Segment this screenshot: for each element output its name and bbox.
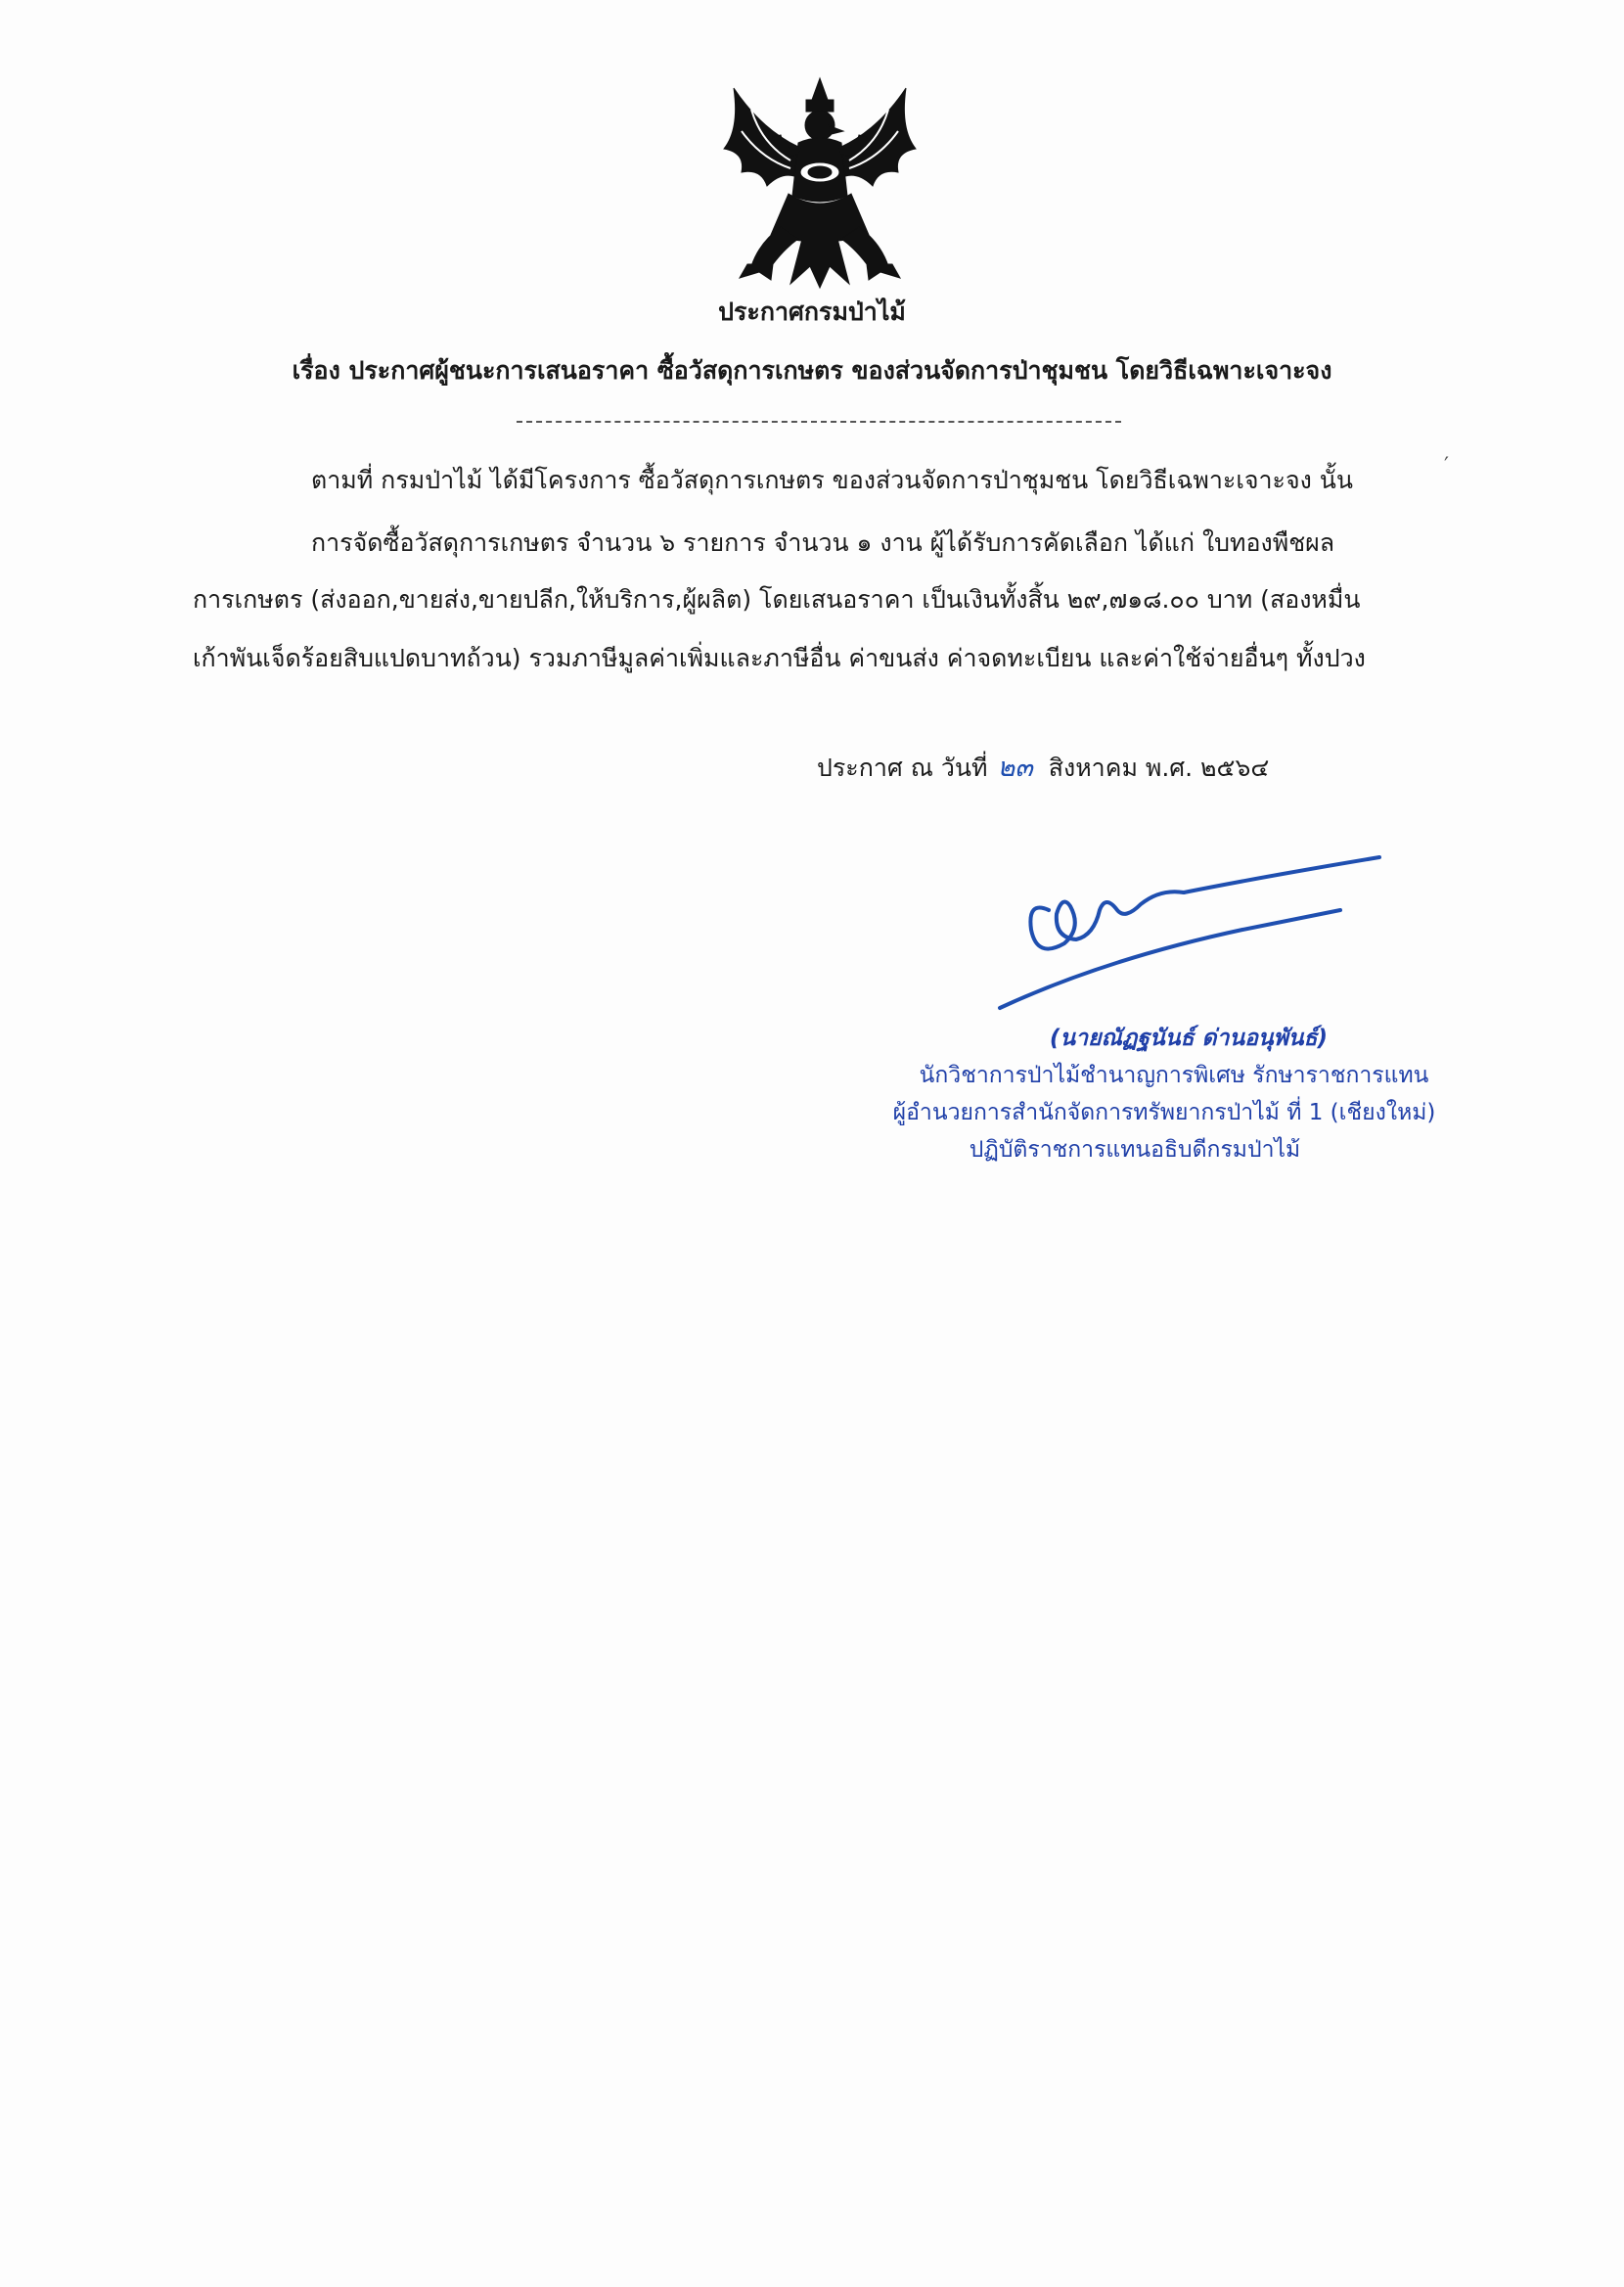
garuda-emblem-icon <box>712 70 927 292</box>
document-title: ประกาศกรมป่าไม้ <box>718 297 906 326</box>
date-prefix: ประกาศ ณ วันที่ <box>817 754 988 782</box>
signatory-position-2: ผู้อำนวยการสำนักจัดการทรัพยากรป่าไม้ ที่ 1 (เชียงใหม่) <box>892 1100 1436 1125</box>
body-line-2: การจัดซื้อวัสดุการเกษตร จำนวน ๖ รายการ จำนวน ๑ งาน ผู้ได้รับการคัดเลือก ได้แก่ ใบทองพืชผล <box>311 528 1335 557</box>
document-subject: เรื่อง ประกาศผู้ชนะการเสนอราคา ซื้อวัสดุการเกษตร ของส่วนจัดการป่าชุมชน โดยวิธีเฉพาะเจาะจง <box>292 356 1332 385</box>
signatory-position-3: ปฏิบัติราชการแทนอธิบดีกรมป่าไม้ <box>969 1137 1301 1163</box>
signatory-name: (นายณัฏฐนันธ์ ด่านอนุพันธ์) <box>1049 1026 1329 1051</box>
date-day: ๒๓ <box>997 753 1033 783</box>
handwritten-signature <box>988 842 1399 1037</box>
body-line-4: เก้าพันเจ็ดร้อยสิบแปดบาทถ้วน) รวมภาษีมูลค่าเพิ่มและภาษีอื่น ค่าขนส่ง ค่าจดทะเบียน และค่าใช้จ่ายอื่นๆ ทั้งปวง <box>193 644 1366 672</box>
signatory-position-1: นักวิชาการป่าไม้ชำนาญการพิเศษ รักษาราชการแทน <box>919 1063 1429 1088</box>
announcement-date <box>817 752 1269 785</box>
body-line-1: ตามที่ กรมป่าไม้ ได้มีโครงการ ซื้อวัสดุการเกษตร ของส่วนจัดการป่าชุมชน โดยวิธีเฉพาะเจาะจง นั้น <box>311 466 1353 494</box>
date-month-year: สิงหาคม พ.ศ. ๒๕๖๔ <box>1048 754 1270 782</box>
divider <box>517 421 1121 423</box>
tick-mark: ′ <box>1444 454 1449 479</box>
body-line-3: การเกษตร (ส่งออก,ขายส่ง,ขายปลีก,ให้บริการ,ผู้ผลิต) โดยเสนอราคา เป็นเงินทั้งสิ้น ๒๙,๗๑๘.๐๐ บาท (สองหมื่น <box>193 585 1361 614</box>
